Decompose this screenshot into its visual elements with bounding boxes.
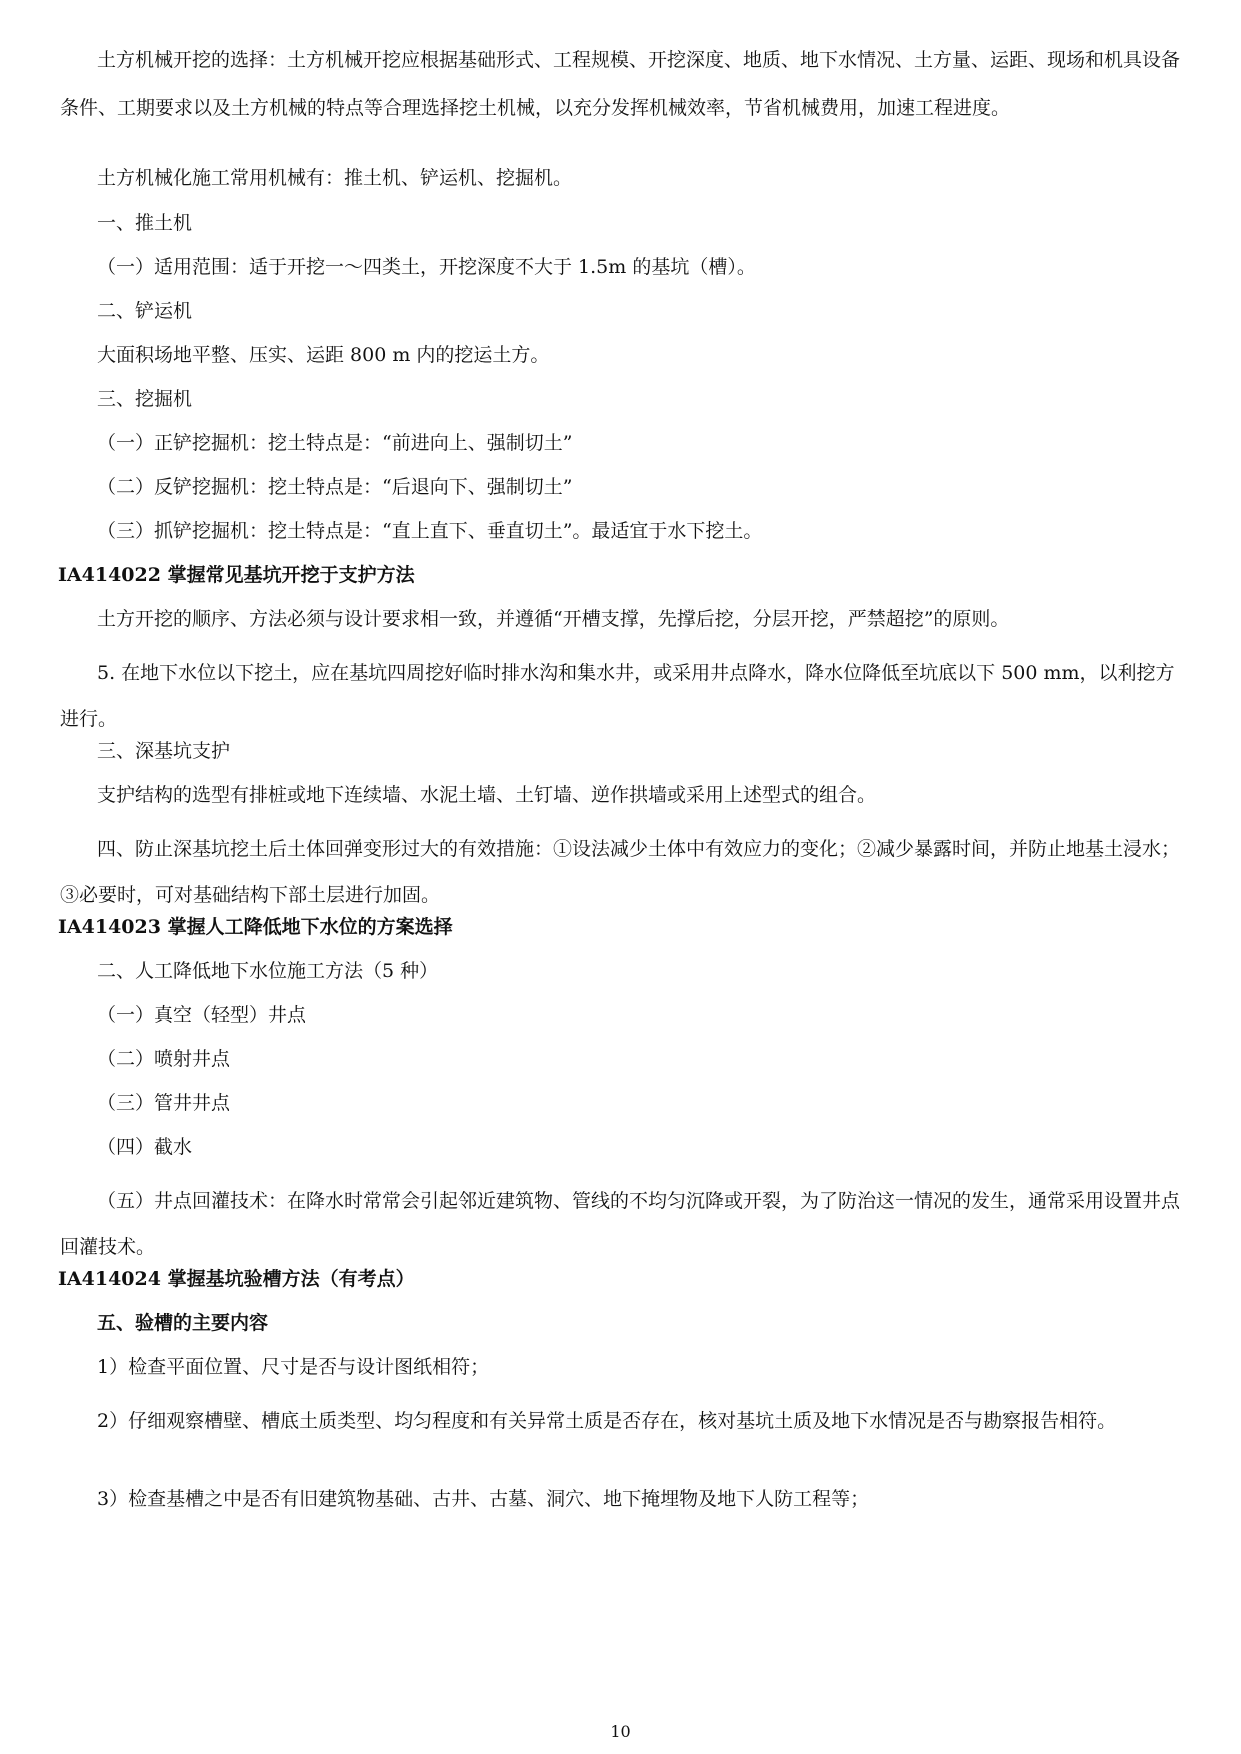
item-bulldozer-scope: （一）适用范围：适于开挖一～四类土，开挖深度不大于 1.5m 的基坑（槽）。 [97,256,756,278]
item-scraper-scope: 大面积场地平整、压实、运距 800 m 内的挖运土方。 [97,344,550,366]
paragraph-common-machines: 土方机械化施工常用机械有：推土机、铲运机、挖掘机。 [97,167,573,189]
item-excavator: 三、挖掘机 [97,388,193,410]
paragraph-excavation-principle: 土方开挖的顺序、方法必须与设计要求相一致，并遵循“开槽支撑，先撑后挖，分层开挖，严禁超挖”的原则。 [97,608,1010,630]
item-front-shovel: （一）正铲挖掘机：挖土特点是：“前进向上、强制切土” [97,432,573,454]
section-heading-ia414022: IA414022 掌握常见基坑开挖于支护方法 [58,564,415,586]
paragraph-groundwater-excavation: 5. 在地下水位以下挖土，应在基坑四周挖好临时排水沟和集水井，或采用井点降水，降水位降低至坑底以下 500 mm，以利挖方进行。 [60,662,1175,730]
item-clamshell: （三）抓铲挖掘机：挖土特点是：“直上直下、垂直切土”。最适宜于水下挖土。 [97,520,763,542]
item-dewatering-methods: 二、人工降低地下水位施工方法（5 种） [97,960,439,982]
item-deep-pit-support: 三、深基坑支护 [97,740,231,762]
item-tube-well: （三）管井井点 [97,1092,231,1114]
paragraph-machine-selection: 土方机械开挖的选择：土方机械开挖应根据基础形式、工程规模、开挖深度、地质、地下水情况、土方量、运距、现场和机具设备条件、工期要求以及土方机械的特点等合理选择挖土机械，以充分发挥机械效率，节省机械费用，加速工程进度。 [60,49,1181,119]
paragraph-rebound-measures: 四、防止深基坑挖土后土体回弹变形过大的有效措施：①设法减少土体中有效应力的变化；②减少暴露时间，并防止地基土浸水；③必要时，可对基础结构下部土层进行加固。 [60,838,1181,906]
item-jet-wellpoint: （二）喷射井点 [97,1048,231,1070]
item-vacuum-wellpoint: （一）真空（轻型）井点 [97,1004,307,1026]
paragraph-recharge-technique: （五）井点回灌技术：在降水时常常会引起邻近建筑物、管线的不均匀沉降或开裂，为了防治这一情况的发生，通常采用设置井点回灌技术。 [60,1190,1181,1258]
page-number: 10 [610,1722,631,1741]
subheading-inspection-content: 五、验槽的主要内容 [97,1312,269,1334]
section-heading-ia414023: IA414023 掌握人工降低地下水位的方案选择 [58,916,453,938]
item-scraper: 二、铲运机 [97,300,193,322]
item-support-structures: 支护结构的选型有排桩或地下连续墙、水泥土墙、土钉墙、逆作拱墙或采用上述型式的组合。 [97,784,877,806]
item-cutoff: （四）截水 [97,1136,193,1158]
item-bulldozer: 一、推土机 [97,212,193,234]
item-check-position: 1）检查平面位置、尺寸是否与设计图纸相符； [97,1356,490,1378]
item-backhoe: （二）反铲挖掘机：挖土特点是：“后退向下、强制切土” [97,476,573,498]
section-heading-ia414024: IA414024 掌握基坑验槽方法（有考点） [58,1268,415,1290]
paragraph-observe-soil: 2）仔细观察槽壁、槽底土质类型、均匀程度和有关异常土质是否存在，核对基坑土质及地下水情况是否与勘察报告相符。 [97,1410,1117,1432]
item-check-underground: 3）检查基槽之中是否有旧建筑物基础、古井、古墓、洞穴、地下掩埋物及地下人防工程等； [97,1488,870,1510]
